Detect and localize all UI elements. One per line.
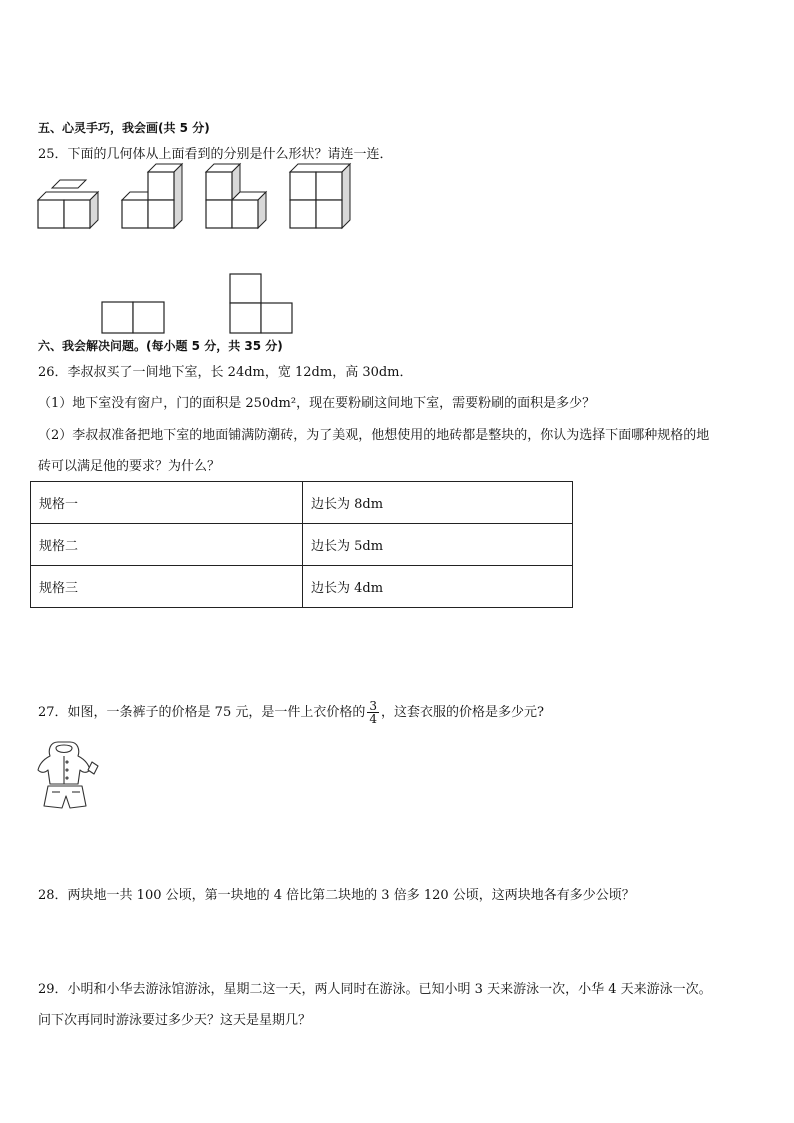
tile-spec-table <box>30 481 573 608</box>
top-view-two-squares <box>102 302 166 336</box>
table-row <box>31 482 573 524</box>
table-row <box>31 524 573 566</box>
question-27-text-after: ，这套衣服的价格是多少元? <box>381 705 544 720</box>
solid-2 <box>122 168 184 230</box>
spec-value: 边长为 5dm <box>303 524 573 566</box>
spec-value: 边长为 8dm <box>303 482 573 524</box>
question-26-stem: 26．李叔叔买了一间地下室，长 24dm，宽 12dm，高 30dm． <box>38 365 413 380</box>
question-26-part1: （1）地下室没有窗户，门的面积是 250dm²，现在要粉刷这间地下室，需要粉刷的面积是多少？ <box>38 396 596 411</box>
fraction-numerator: 3 <box>369 699 377 713</box>
spec-name: 规格一 <box>31 482 303 524</box>
spec-name: 规格三 <box>31 566 303 608</box>
top-view-l-shape <box>230 274 294 336</box>
section-five-heading: 五、心灵手巧，我会画(共 5 分) <box>38 121 210 135</box>
question-29-line1: 29．小明和小华去游泳馆游泳，星期二这一天，两人同时在游泳。已知小明 3 天来游泳一次，小华 4 天来游泳一次。 <box>38 982 712 997</box>
question-26-part2-line2: 砖可以满足他的要求？为什么？ <box>38 459 221 474</box>
solid-4 <box>290 168 352 230</box>
solid-1 <box>38 168 100 230</box>
question-26-part2-line1: （2）李叔叔准备把地下室的地面铺满防潮砖，为了美观，他想使用的地砖都是整块的，你认为选择下面哪种规格的地 <box>38 428 710 443</box>
question-25: 25．下面的几何体从上面看到的分别是什么形状？请连一连． <box>38 147 393 162</box>
fraction-denominator: 4 <box>369 712 377 726</box>
question-28: 28．两块地一共 100 公顷，第一块地的 4 倍比第二块地的 3 倍多 120 公顷，这两块地各有多少公顷？ <box>38 888 635 903</box>
question-27 <box>38 700 544 726</box>
question-29-line2: 问下次再同时游泳要过多少天？这天是星期几？ <box>38 1013 312 1028</box>
table-row <box>31 566 573 608</box>
spec-value: 边长为 4dm <box>303 566 573 608</box>
question-27-text-before: 27．如图，一条裤子的价格是 75 元，是一件上衣价格的 <box>38 705 366 720</box>
section-six-heading: 六、我会解决问题。(每小题 5 分，共 35 分) <box>38 339 283 353</box>
clothes-illustration <box>36 740 98 812</box>
fraction-three-quarters <box>367 700 379 725</box>
spec-name: 规格二 <box>31 524 303 566</box>
solid-3 <box>206 168 268 230</box>
